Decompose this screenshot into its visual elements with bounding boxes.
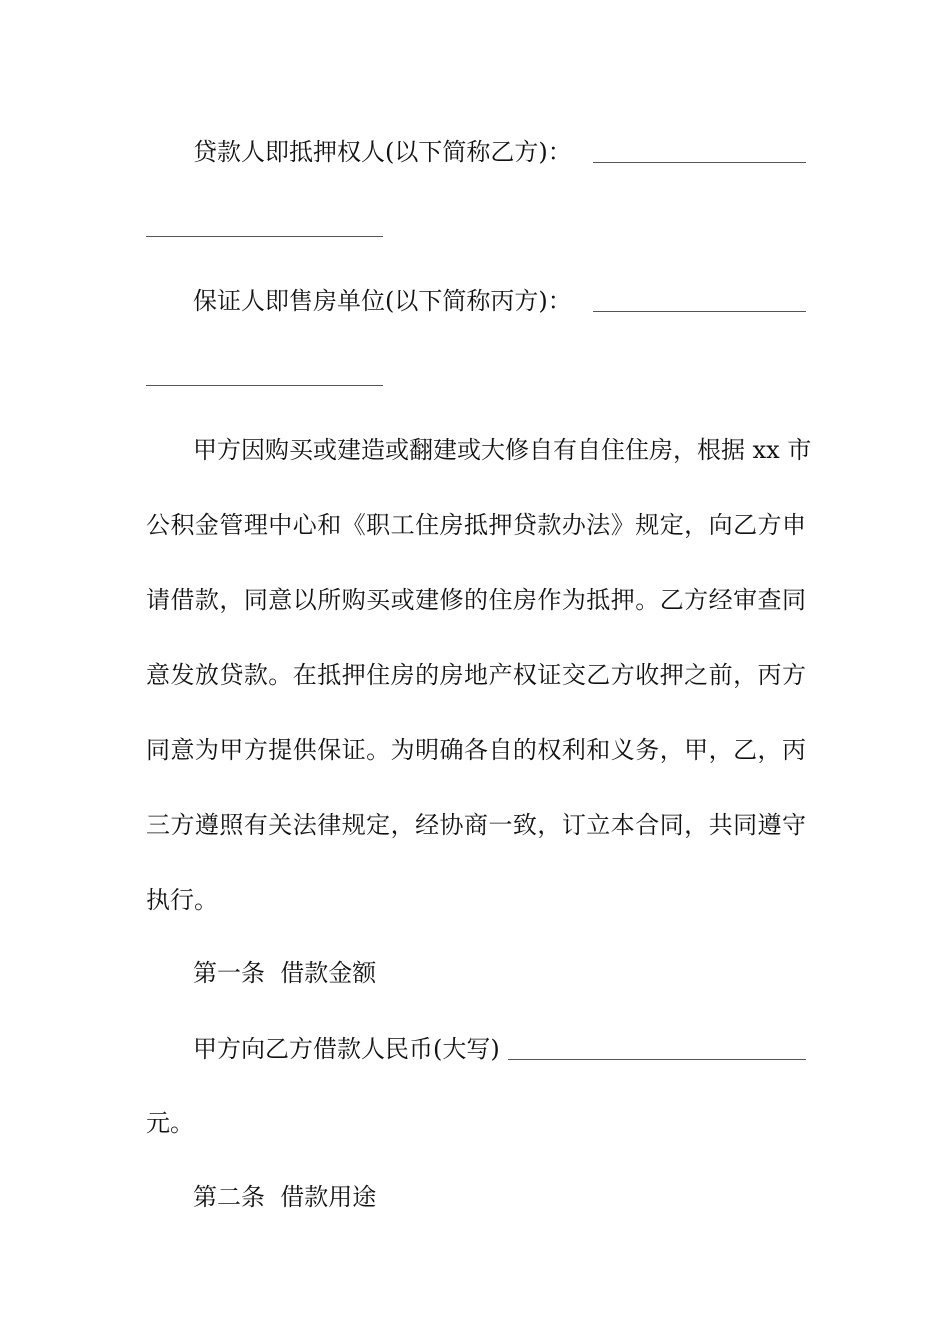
loan-amount-unit: 元。 bbox=[146, 1109, 194, 1137]
lender-name-blank-continued[interactable] bbox=[146, 236, 383, 237]
preamble-line-1: 甲方因购买或建造或翻建或大修自有自住住房，根据 xx 市 bbox=[193, 436, 812, 464]
preamble-line-4: 意发放贷款。在抵押住房的房地产权证交乙方收押之前，丙方 bbox=[146, 661, 806, 689]
loan-amount-blank[interactable] bbox=[508, 1059, 806, 1060]
lender-name-blank[interactable] bbox=[593, 162, 806, 163]
guarantor-label: 保证人即售房单位(以下简称丙方)： bbox=[193, 287, 572, 315]
loan-amount-label: 甲方向乙方借款人民币(大写) bbox=[193, 1035, 500, 1063]
preamble-line-5: 同意为甲方提供保证。为明确各自的权利和义务，甲，乙，丙 bbox=[146, 736, 806, 764]
preamble-line-6: 三方遵照有关法律规定，经协商一致，订立本合同，共同遵守 bbox=[146, 811, 806, 839]
guarantor-name-blank[interactable] bbox=[593, 311, 806, 312]
preamble-line-2: 公积金管理中心和《职工住房抵押贷款办法》规定，向乙方申 bbox=[146, 511, 806, 539]
article-2-title: 第二条 借款用途 bbox=[193, 1183, 377, 1211]
preamble-line-7: 执行。 bbox=[146, 886, 218, 914]
lender-label: 贷款人即抵押权人(以下简称乙方)： bbox=[193, 138, 572, 166]
article-1-title: 第一条 借款金额 bbox=[193, 959, 377, 987]
preamble-line-3: 请借款，同意以所购买或建修的住房作为抵押。乙方经审查同 bbox=[146, 586, 806, 614]
guarantor-name-blank-continued[interactable] bbox=[146, 385, 383, 386]
